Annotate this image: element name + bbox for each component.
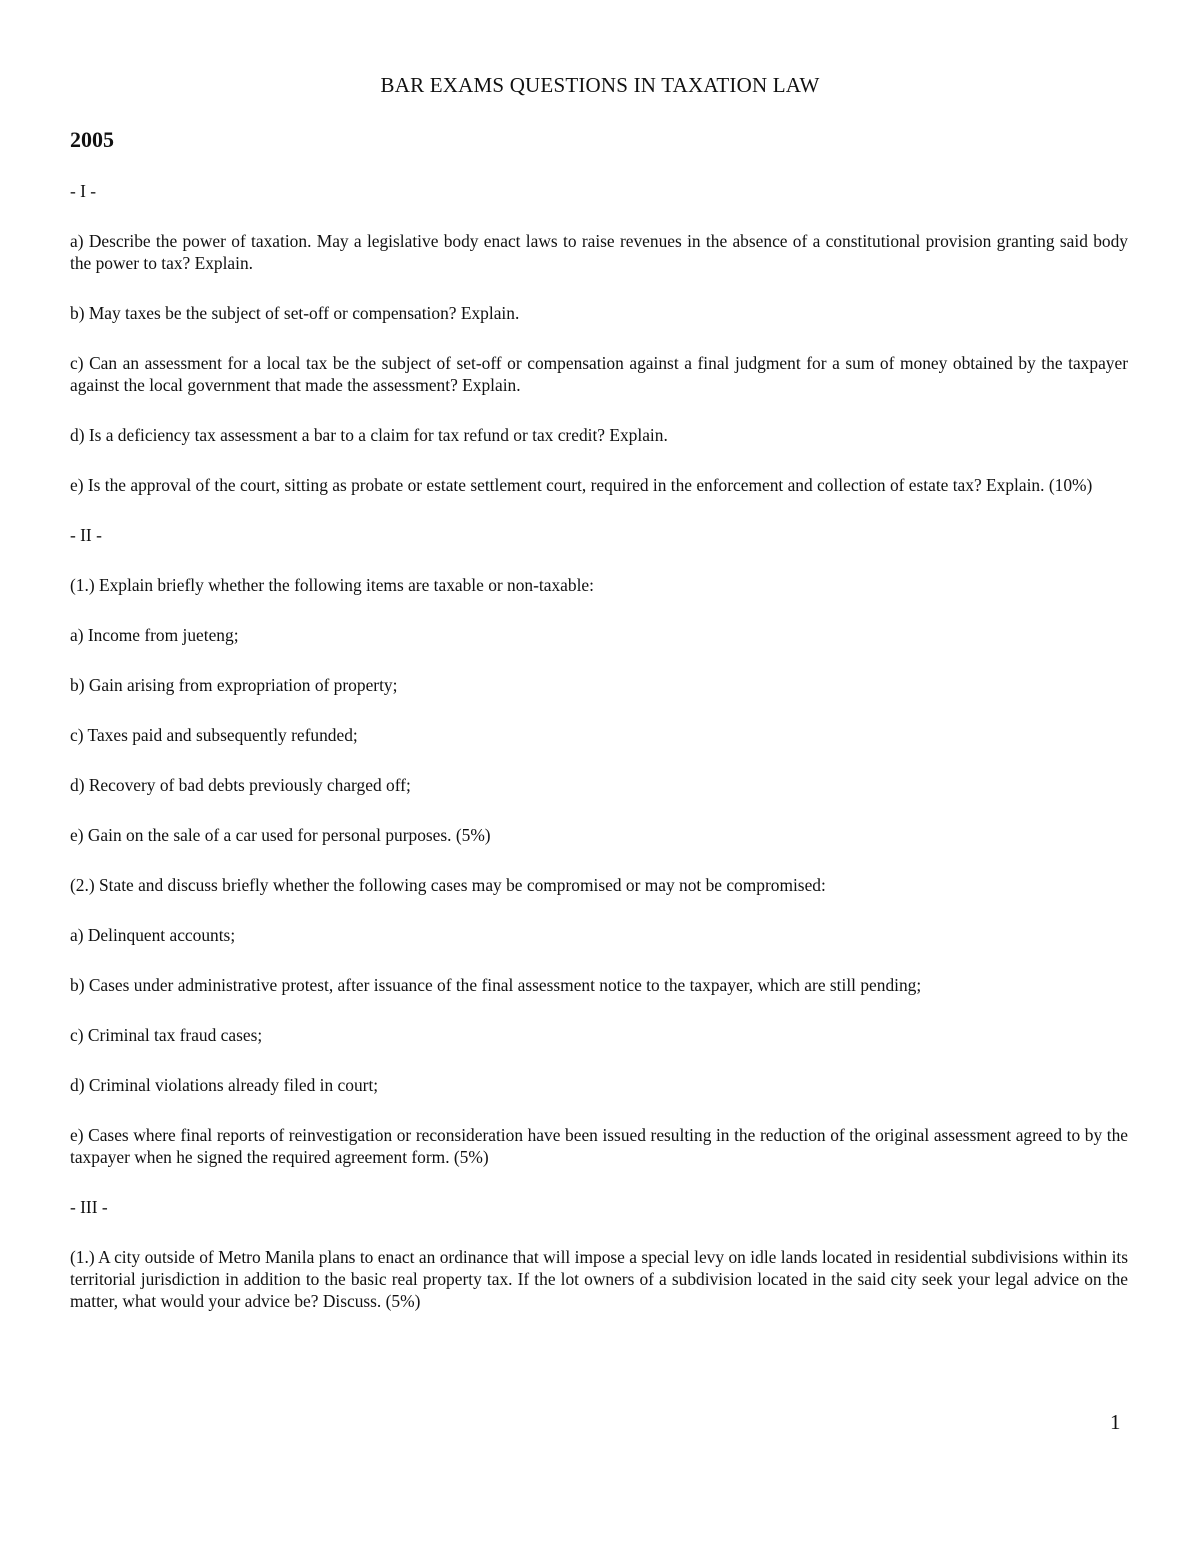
question-ii-2-c: c) Criminal tax fraud cases; <box>70 1025 263 1045</box>
section-heading-iii: - III - <box>70 1197 108 1217</box>
question-ii-2-b: b) Cases under administrative protest, after issuance of the final assessment notice to the taxpayer, which are still pending; <box>70 975 922 995</box>
question-i-d: d) Is a deficiency tax assessment a bar to a claim for tax refund or tax credit? Explain. <box>70 425 668 445</box>
document-body <box>70 180 1128 1340</box>
question-iii-1: (1.) A city outside of Metro Manila plans to enact an ordinance that will impose a special levy on idle lands located in residential subdivisions within its territorial jurisdiction in addition to the basic real property tax. If the lot owners of a subdivision located in the said city seek your legal advice on the matter, what would your advice be? Discuss. (5%) <box>70 1247 1128 1311</box>
question-i-b: b) May taxes be the subject of set-off or compensation? Explain. <box>70 303 520 323</box>
question-ii-1-e: e) Gain on the sale of a car used for personal purposes. (5%) <box>70 825 491 845</box>
section-heading-i: - I - <box>70 181 97 201</box>
question-i-a: a) Describe the power of taxation. May a legislative body enact laws to raise revenues in the absence of a constitutional provision granting said body the power to tax? Explain. <box>70 231 1128 273</box>
question-ii-1-d: d) Recovery of bad debts previously charged off; <box>70 775 411 795</box>
question-ii-2: (2.) State and discuss briefly whether the following cases may be compromised or may not be compromised: <box>70 875 826 895</box>
question-ii-2-e: e) Cases where final reports of reinvestigation or reconsideration have been issued resulting in the reduction of the original assessment agreed to by the taxpayer when he signed the required agreement form. (5%) <box>70 1125 1128 1167</box>
question-ii-1-b: b) Gain arising from expropriation of property; <box>70 675 398 695</box>
question-ii-1: (1.) Explain briefly whether the following items are taxable or non-taxable: <box>70 575 594 595</box>
year-heading: 2005 <box>70 127 114 152</box>
question-ii-2-a: a) Delinquent accounts; <box>70 925 236 945</box>
question-ii-1-a: a) Income from jueteng; <box>70 625 239 645</box>
question-ii-2-d: d) Criminal violations already filed in court; <box>70 1075 379 1095</box>
question-i-e: e) Is the approval of the court, sitting as probate or estate settlement court, required in the enforcement and collection of estate tax? Explain. (10%) <box>70 475 1093 495</box>
page-number: 1 <box>1110 1410 1121 1434</box>
question-ii-1-c: c) Taxes paid and subsequently refunded; <box>70 725 358 745</box>
document-title: BAR EXAMS QUESTIONS IN TAXATION LAW <box>380 73 820 97</box>
section-heading-ii: - II - <box>70 525 102 545</box>
question-i-c: c) Can an assessment for a local tax be the subject of set-off or compensation against a final judgment for a sum of money obtained by the taxpayer against the local government that made the assessment? Explain. <box>70 353 1128 395</box>
